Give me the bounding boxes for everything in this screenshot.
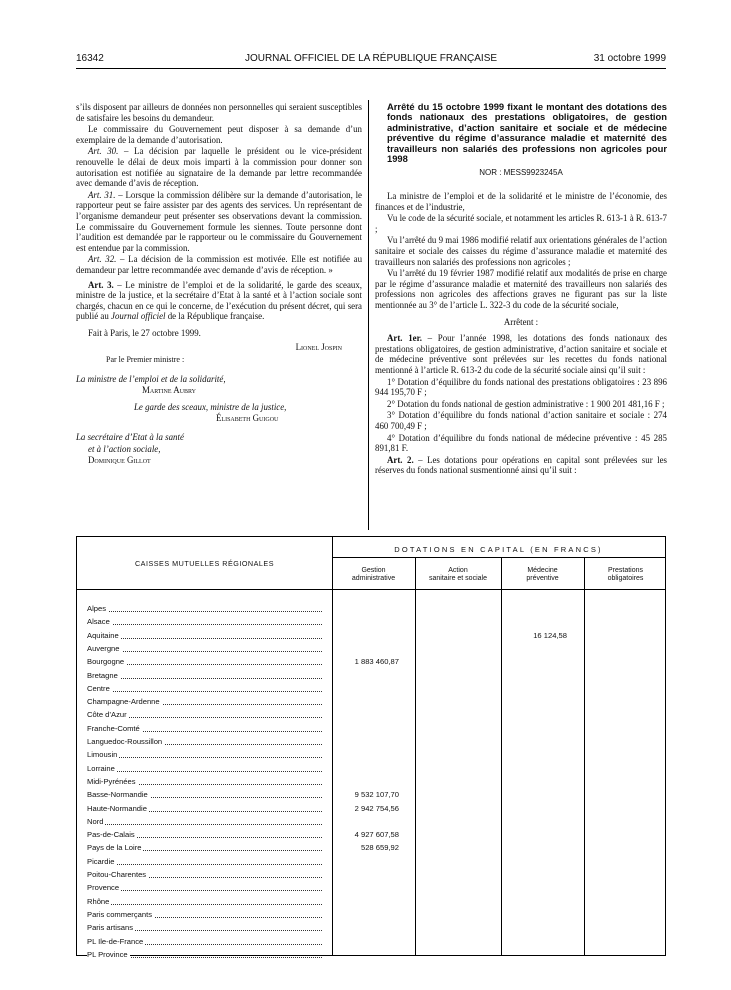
left-column <box>76 102 362 467</box>
arrete-title: Arrêté du 15 octobre 1999 fixant le montant des dotations des fonds nationaux des prestations obligatoires, de gestion administrative, d’action sanitaire et sociale et de médecine préventive du régime d’assurance maladie et maternité des travailleurs non salariés des professions non agricoles pour 1998 <box>387 101 667 165</box>
table-row <box>77 922 667 934</box>
visa: Vu l’arrêté du 19 février 1987 modifié relatif aux modalités de prise en charge par le régime d’assurance maladie et maternité des travailleurs non salariés des professions non agricoles des affections graves ne figurant pas sur la liste mentionnée au 3° de l’article L. 322-3 du code de la sécurité sociale, <box>375 268 667 310</box>
caisse-name: Pays de la Loire <box>87 842 327 853</box>
visa: Vu le code de la sécurité sociale, et notamment les articles R. 613-1 à R. 613-7 ; <box>375 213 667 234</box>
table-row <box>77 763 667 775</box>
caisse-name: PL Ile-de-France <box>87 936 327 947</box>
right-column <box>375 102 667 477</box>
visa: La ministre de l’emploi et de la solidarité et le ministre de l’économie, des finances et de l’industrie, <box>375 191 667 212</box>
page-header <box>76 53 666 67</box>
column-header-medecine: Médecine préventive <box>526 567 559 582</box>
table-row <box>77 856 667 868</box>
caisse-name: Midi-Pyrénées <box>87 776 327 787</box>
caisse-name: Centre <box>87 683 327 694</box>
caisse-name: Provence <box>87 882 327 893</box>
caisse-name: Alpes <box>87 603 327 614</box>
article-31: Art. 31. – Lorsque la commission délibère sur la demande d’autorisation, le rapporteur peut se faire assister par des agents des services. Un représentant de l’organisme demandeur peut présenter ses observations devant la commission. Le commissaire du Gouvernement formule les siennes. Toute personne dont l’audition est demandée par le rapporteur ou le commissaire du Gouvernement est entendue par la commission. <box>76 189 362 253</box>
minister-title: La secrétaire d’Etat à la santé <box>76 432 184 443</box>
dotation-item: 4° Dotation d’équilibre du fonds national de médecine préventive : 45 285 891,81 F. <box>375 432 667 454</box>
journal-title: JOURNAL OFFICIEL DE LA RÉPUBLIQUE FRANÇAISE <box>244 53 498 64</box>
value-gestion: 2 942 754,56 <box>354 803 399 813</box>
table-row <box>77 670 667 682</box>
table-row <box>77 656 667 668</box>
value-gestion: 9 532 107,70 <box>354 790 399 800</box>
minister-title: et à l’action sociale, <box>88 443 161 454</box>
fait-a-paris: Fait à Paris, le 27 octobre 1999. <box>88 327 201 338</box>
issue-date: 31 octobre 1999 <box>593 53 666 64</box>
caisse-name: Aquitaine <box>87 630 327 641</box>
table-row <box>77 909 667 921</box>
nor-reference: NOR : MESS9923245A <box>479 168 563 178</box>
table-row <box>77 630 667 642</box>
caisse-name: Haute-Normandie <box>87 803 327 814</box>
dotation-item: 3° Dotation d’équilibre du fonds national d’action sanitaire et sociale : 274 460 700,49 F ; <box>375 410 667 431</box>
caisse-name: Bourgogne <box>87 656 327 667</box>
table-row <box>77 829 667 841</box>
table-row <box>77 816 667 828</box>
table-row <box>77 749 667 761</box>
table-divider <box>332 557 665 558</box>
minister-title: Le garde des sceaux, ministre de la justice, <box>134 401 287 412</box>
table-row <box>77 603 667 615</box>
table-row <box>77 882 667 894</box>
caisse-name: Bretagne <box>87 670 327 681</box>
caisse-name: Alsace <box>87 616 327 627</box>
column-header-action: Action sanitaire et sociale <box>429 567 487 582</box>
table-row <box>77 803 667 815</box>
table-row <box>77 936 667 948</box>
article-32: Art. 32. – La décision de la commission est motivée. Elle est notifiée au demandeur par lettre recommandée avec demande d’avis de réception. » <box>76 254 363 275</box>
value-gestion: 4 927 607,58 <box>354 830 399 840</box>
caisse-name: Poitou-Charentes <box>87 869 327 880</box>
table-row <box>77 896 667 908</box>
page-number: 16342 <box>76 53 104 64</box>
caisse-name: Auvergne <box>87 643 327 654</box>
caisse-name: PL Province <box>87 949 327 960</box>
dotation-item: 1° Dotation d’équilibre du fonds national des prestations obligatoires : 23 896 944 195,70 F ; <box>375 376 667 398</box>
header-rule <box>76 68 666 69</box>
caisse-name: Pas-de-Calais <box>87 829 327 840</box>
table-row <box>77 789 667 801</box>
minister-title: La ministre de l’emploi et de la solidarité, <box>76 373 226 384</box>
table-row <box>77 616 667 628</box>
paragraph: s’ils disposent par ailleurs de données non personnelles qui seraient susceptibles de satisfaire les besoins du demandeur. <box>76 102 362 123</box>
caisse-name: Franche-Comté <box>87 723 327 734</box>
caisse-name: Nord <box>87 816 327 827</box>
column-header-gestion: Gestion administrative <box>351 567 396 582</box>
table-row <box>77 683 667 695</box>
visa: Vu l’arrêté du 9 mai 1986 modifié relatif aux orientations générales de l’action sanitaire et sociale des caisses du régime d’assurance maladie et maternité des travailleurs non salariés des professions non agricoles ; <box>375 235 667 267</box>
caisse-name: Lorraine <box>87 763 327 774</box>
table-row <box>77 869 667 881</box>
article-2: Art. 2. – Les dotations pour opérations en capital sont prélevées sur les réserves du fonds national susmentionné ainsi qu’il suit : <box>375 454 667 476</box>
caisse-name: Paris artisans <box>87 922 327 933</box>
minister-name: Dominique Gillot <box>88 455 151 466</box>
minister-name: Martine Aubry <box>142 385 197 396</box>
paragraph: Le commissaire du Gouvernement peut disposer à sa demande d’un exemplaire de la demande d’autorisation. <box>76 124 362 145</box>
caisse-name: Picardie <box>87 856 327 867</box>
caisse-name: Limousin <box>87 749 327 760</box>
table-row <box>77 643 667 655</box>
column-divider <box>368 100 369 530</box>
dotation-item: 2° Dotation du fonds national de gestion administrative : 1 900 201 481,16 F ; <box>387 398 665 409</box>
arretent: Arrêtent : <box>503 316 539 327</box>
table-divider <box>77 589 665 590</box>
minister-name: Élisabeth Guigou <box>216 413 279 424</box>
value-medecine: 16 124,58 <box>533 630 567 640</box>
table-row <box>77 736 667 748</box>
dotations-table <box>76 536 666 959</box>
value-gestion: 528 659,92 <box>360 843 399 853</box>
table-row <box>77 723 667 735</box>
column-header-caisses: CAISSES MUTUELLES RÉGIONALES <box>134 559 275 568</box>
article-1: Art. 1er. – Pour l’année 1998, les dotations des fonds nationaux des prestations obligatoires, de gestion administrative, d’action sanitaire et sociale et de médecine préventive sont prélevées sur les recettes du fonds national mentionné à l’article R. 613-2 du code de la sécurité sociale ainsi qu’il suit : <box>375 333 667 375</box>
column-header-prestations: Prestations obligatoires <box>607 567 644 582</box>
table-row <box>77 776 667 788</box>
column-header-dotations: DOTATIONS EN CAPITAL (EN FRANCS) <box>394 545 603 554</box>
par-le-premier-ministre: Par le Premier ministre : <box>106 355 185 365</box>
caisse-name: Paris commerçants <box>87 909 327 920</box>
caisse-name: Basse-Normandie <box>87 789 327 800</box>
caisse-name: Côte d’Azur <box>87 709 327 720</box>
caisse-name: Languedoc-Roussillon <box>87 736 327 747</box>
caisse-name: Rhône <box>87 896 327 907</box>
article-3: Art. 3. – Le ministre de l’emploi et de la solidarité, le garde des sceaux, ministre de la justice, et la secrétaire d’Etat à la santé et à l’action sociale sont chargés, chacun en ce qui le concerne, de l’exécution du présent décret, qui sera publié au Journal officiel de la République française. <box>76 279 362 322</box>
table-row <box>77 842 667 854</box>
table-row <box>77 696 667 708</box>
table-row <box>77 709 667 721</box>
value-gestion: 1 883 460,87 <box>354 657 399 667</box>
article-30: Art. 30. – La décision par laquelle le président ou le vice-président renouvelle le délai de deux mois imparti à la commission pour donner son autorisation est notifiée au signataire de la demande par lettre recommandée avec demande d’avis de réception. <box>76 146 362 189</box>
table-row <box>77 949 667 961</box>
caisse-name: Champagne-Ardenne <box>87 696 327 707</box>
signature-premier-ministre: Lionel Jospin <box>295 342 342 353</box>
